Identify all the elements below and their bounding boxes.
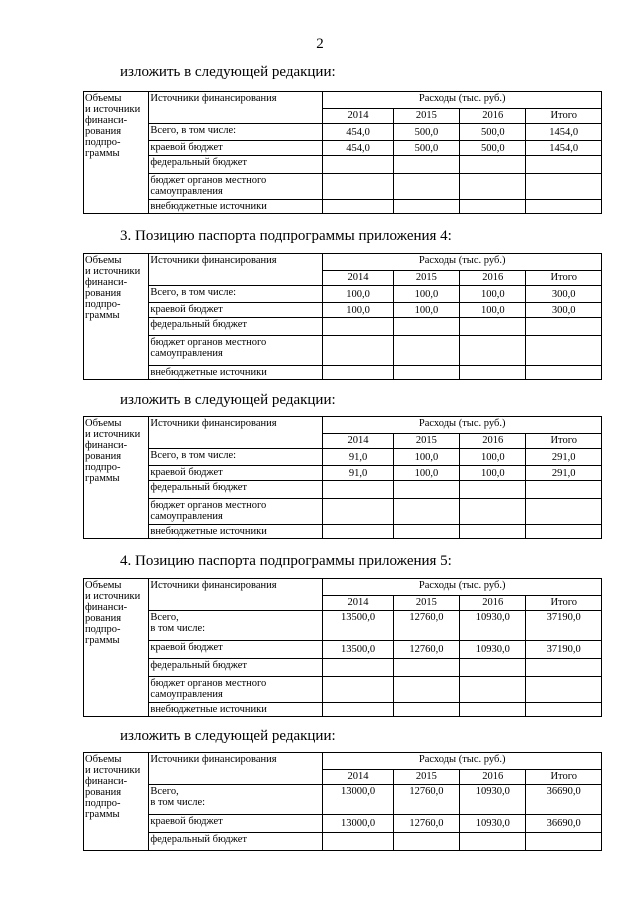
- amount-cell: 100,0: [460, 449, 526, 466]
- section-heading: 4. Позицию паспорта подпрограммы приложения 5:: [120, 553, 452, 569]
- amount-cell: 12760,0: [393, 611, 459, 641]
- amount-cell: [460, 659, 526, 677]
- financing-table: [83, 91, 602, 214]
- year-header: 2014: [323, 434, 393, 449]
- amount-cell: 291,0: [526, 449, 602, 466]
- amount-cell: [323, 677, 393, 703]
- amount-cell: 13000,0: [323, 815, 393, 833]
- table-row: [84, 525, 602, 539]
- year-header: Итого: [526, 434, 602, 449]
- amount-cell: 291,0: [526, 466, 602, 481]
- financing-table: [83, 253, 602, 380]
- expenses-header: Расходы (тыс. руб.): [323, 417, 602, 434]
- amount-cell: [526, 156, 602, 174]
- source-label: бюджет органов местного самоуправления: [149, 499, 323, 525]
- amount-cell: 10930,0: [460, 815, 526, 833]
- amount-cell: [393, 499, 459, 525]
- amount-cell: [526, 703, 602, 717]
- year-header: 2015: [393, 271, 459, 286]
- year-header: 2015: [393, 596, 459, 611]
- table-row: [84, 481, 602, 499]
- table-row: [84, 141, 602, 156]
- sources-header: Источники финансирования: [149, 579, 323, 611]
- financing-table: [83, 416, 602, 539]
- year-header: Итого: [526, 596, 602, 611]
- amount-cell: 500,0: [460, 141, 526, 156]
- amount-cell: 100,0: [460, 286, 526, 303]
- table-row: [84, 815, 602, 833]
- source-label: краевой бюджет: [149, 141, 323, 156]
- amount-cell: 500,0: [460, 124, 526, 141]
- amount-cell: 13500,0: [323, 611, 393, 641]
- amount-cell: [460, 200, 526, 214]
- amount-cell: 100,0: [393, 286, 459, 303]
- amount-cell: 10930,0: [460, 641, 526, 659]
- amount-cell: [323, 481, 393, 499]
- year-header: 2014: [323, 271, 393, 286]
- amount-cell: 100,0: [460, 303, 526, 318]
- source-label: внебюджетные источники: [149, 200, 323, 214]
- amount-cell: [460, 481, 526, 499]
- amount-cell: [323, 703, 393, 717]
- amount-cell: [323, 659, 393, 677]
- amount-cell: [526, 659, 602, 677]
- amount-cell: [393, 481, 459, 499]
- section-heading: изложить в следующей редакции:: [120, 64, 336, 80]
- year-header: 2016: [460, 271, 526, 286]
- amount-cell: [323, 156, 393, 174]
- amount-cell: [526, 200, 602, 214]
- year-header: 2015: [393, 770, 459, 785]
- amount-cell: 36690,0: [526, 785, 602, 815]
- table-row: [84, 200, 602, 214]
- amount-cell: 1454,0: [526, 124, 602, 141]
- source-label: внебюджетные источники: [149, 525, 323, 539]
- amount-cell: [393, 200, 459, 214]
- amount-cell: 1454,0: [526, 141, 602, 156]
- volume-label: Объемы и источники финанси- рования подпро- граммы: [84, 417, 149, 539]
- amount-cell: 100,0: [460, 466, 526, 481]
- table-row: [84, 366, 602, 380]
- amount-cell: [460, 525, 526, 539]
- amount-cell: [526, 833, 602, 851]
- amount-cell: [393, 174, 459, 200]
- amount-cell: [323, 318, 393, 336]
- financing-table: [83, 578, 602, 717]
- year-header: Итого: [526, 770, 602, 785]
- amount-cell: 36690,0: [526, 815, 602, 833]
- source-label: федеральный бюджет: [149, 318, 323, 336]
- amount-cell: [323, 336, 393, 366]
- amount-cell: [526, 366, 602, 380]
- table-row: [84, 466, 602, 481]
- amount-cell: 91,0: [323, 466, 393, 481]
- amount-cell: [526, 677, 602, 703]
- table-row: [84, 641, 602, 659]
- table-row: [84, 156, 602, 174]
- amount-cell: [323, 499, 393, 525]
- amount-cell: [393, 318, 459, 336]
- amount-cell: [323, 200, 393, 214]
- table-row: [84, 833, 602, 851]
- table-row: [84, 785, 602, 815]
- sources-header: Источники финансирования: [149, 753, 323, 785]
- amount-cell: 12760,0: [393, 785, 459, 815]
- year-header: 2016: [460, 770, 526, 785]
- year-header: 2015: [393, 109, 459, 124]
- table-row: [84, 174, 602, 200]
- year-header: 2016: [460, 109, 526, 124]
- table-row: [84, 449, 602, 466]
- year-header: 2014: [323, 596, 393, 611]
- table-row: [84, 677, 602, 703]
- amount-cell: [460, 499, 526, 525]
- amount-cell: 13000,0: [323, 785, 393, 815]
- amount-cell: 500,0: [393, 124, 459, 141]
- year-header: 2014: [323, 109, 393, 124]
- source-label: Всего, в том числе:: [149, 785, 323, 815]
- amount-cell: [460, 318, 526, 336]
- table-row: [84, 286, 602, 303]
- amount-cell: [393, 677, 459, 703]
- year-header: 2016: [460, 434, 526, 449]
- amount-cell: [393, 703, 459, 717]
- source-label: федеральный бюджет: [149, 659, 323, 677]
- table-row: [84, 124, 602, 141]
- source-label: федеральный бюджет: [149, 156, 323, 174]
- amount-cell: [323, 525, 393, 539]
- table-row: [84, 499, 602, 525]
- amount-cell: [393, 366, 459, 380]
- amount-cell: [460, 703, 526, 717]
- expenses-header: Расходы (тыс. руб.): [323, 254, 602, 271]
- table-row: [84, 703, 602, 717]
- amount-cell: [460, 833, 526, 851]
- amount-cell: [393, 156, 459, 174]
- volume-label: Объемы и источники финанси- рования подпро- граммы: [84, 753, 149, 851]
- amount-cell: 100,0: [393, 449, 459, 466]
- amount-cell: [393, 336, 459, 366]
- source-label: внебюджетные источники: [149, 366, 323, 380]
- source-label: Всего, в том числе:: [149, 286, 323, 303]
- amount-cell: [460, 174, 526, 200]
- amount-cell: [323, 366, 393, 380]
- amount-cell: [526, 336, 602, 366]
- source-label: бюджет органов местного самоуправления: [149, 677, 323, 703]
- page-number: 2: [316, 36, 324, 52]
- table-row: [84, 611, 602, 641]
- amount-cell: [393, 833, 459, 851]
- volume-label: Объемы и источники финанси- рования подпро- граммы: [84, 92, 149, 214]
- year-header: Итого: [526, 109, 602, 124]
- volume-label: Объемы и источники финанси- рования подпро- граммы: [84, 254, 149, 380]
- amount-cell: 91,0: [323, 449, 393, 466]
- source-label: внебюджетные источники: [149, 703, 323, 717]
- year-header: 2015: [393, 434, 459, 449]
- amount-cell: 12760,0: [393, 641, 459, 659]
- amount-cell: [323, 833, 393, 851]
- year-header: Итого: [526, 271, 602, 286]
- volume-label: Объемы и источники финанси- рования подпро- граммы: [84, 579, 149, 717]
- section-heading: 3. Позицию паспорта подпрограммы приложения 4:: [120, 228, 452, 244]
- section-heading: изложить в следующей редакции:: [120, 728, 336, 744]
- amount-cell: 454,0: [323, 141, 393, 156]
- table-row: [84, 659, 602, 677]
- sources-header: Источники финансирования: [149, 92, 323, 124]
- source-label: федеральный бюджет: [149, 833, 323, 851]
- source-label: краевой бюджет: [149, 303, 323, 318]
- source-label: федеральный бюджет: [149, 481, 323, 499]
- year-header: 2014: [323, 770, 393, 785]
- amount-cell: 500,0: [393, 141, 459, 156]
- amount-cell: [526, 481, 602, 499]
- amount-cell: [526, 499, 602, 525]
- expenses-header: Расходы (тыс. руб.): [323, 753, 602, 770]
- amount-cell: 454,0: [323, 124, 393, 141]
- expenses-header: Расходы (тыс. руб.): [323, 579, 602, 596]
- amount-cell: [393, 525, 459, 539]
- amount-cell: [460, 336, 526, 366]
- source-label: краевой бюджет: [149, 466, 323, 481]
- year-header: 2016: [460, 596, 526, 611]
- source-label: бюджет органов местного самоуправления: [149, 174, 323, 200]
- source-label: Всего, в том числе:: [149, 124, 323, 141]
- amount-cell: [526, 525, 602, 539]
- expenses-header: Расходы (тыс. руб.): [323, 92, 602, 109]
- source-label: краевой бюджет: [149, 815, 323, 833]
- table-row: [84, 336, 602, 366]
- amount-cell: [526, 174, 602, 200]
- source-label: Всего, в том числе:: [149, 611, 323, 641]
- source-label: Всего, в том числе:: [149, 449, 323, 466]
- amount-cell: 300,0: [526, 303, 602, 318]
- source-label: бюджет органов местного самоуправления: [149, 336, 323, 366]
- amount-cell: 13500,0: [323, 641, 393, 659]
- table-row: [84, 318, 602, 336]
- amount-cell: 12760,0: [393, 815, 459, 833]
- amount-cell: [323, 174, 393, 200]
- amount-cell: 100,0: [323, 303, 393, 318]
- amount-cell: 100,0: [393, 303, 459, 318]
- amount-cell: 37190,0: [526, 611, 602, 641]
- amount-cell: [460, 677, 526, 703]
- amount-cell: 10930,0: [460, 611, 526, 641]
- amount-cell: [460, 366, 526, 380]
- amount-cell: [393, 659, 459, 677]
- amount-cell: 100,0: [323, 286, 393, 303]
- amount-cell: 100,0: [393, 466, 459, 481]
- amount-cell: 37190,0: [526, 641, 602, 659]
- source-label: краевой бюджет: [149, 641, 323, 659]
- table-row: [84, 303, 602, 318]
- financing-table: [83, 752, 602, 851]
- amount-cell: [526, 318, 602, 336]
- section-heading: изложить в следующей редакции:: [120, 392, 336, 408]
- amount-cell: 300,0: [526, 286, 602, 303]
- sources-header: Источники финансирования: [149, 417, 323, 449]
- amount-cell: 10930,0: [460, 785, 526, 815]
- amount-cell: [460, 156, 526, 174]
- sources-header: Источники финансирования: [149, 254, 323, 286]
